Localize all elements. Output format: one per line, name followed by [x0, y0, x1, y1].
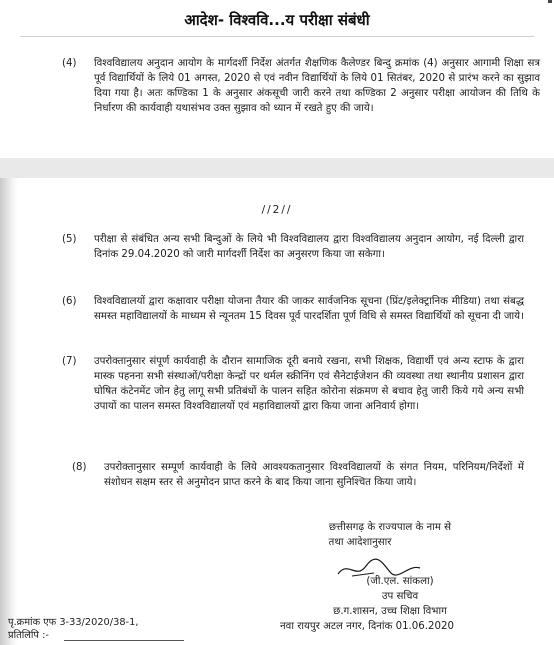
document-page-1 — [0, 40, 554, 158]
paragraph-number: (7) — [62, 356, 77, 367]
page-edge-shadow — [0, 178, 18, 645]
title-divider — [20, 36, 534, 37]
paragraph-number: (6) — [62, 296, 77, 307]
paragraph-number: (4) — [62, 58, 77, 69]
signatory-office: छ.ग.शासन, उच्च शिक्षा विभाग — [333, 606, 447, 617]
signatory-name: (जी.एल. सांकला) — [366, 576, 434, 587]
paragraph-text: विश्वविद्यालय अनुदान आयोग के मार्गदर्शी निर्देश अंतर्गत शैक्षणिक कैलेण्डर बिन्दु क्रमांक (4) अनुसार आगामी शिक्षा सत्र पूर्व विद्यार्थियों के लिये 01 अगस्त, 2020 से एवं नवीन विद्यार्थियों के लिये 01 सितंबर, 2020 से प्रारंभ करने का सुझाव दिया गया है। अतः कण्डिका 1 के अनुसार अंकसूची जारी करने तथा कण्डिका 2 अनुसार परीक्षा आयोजन की तिथि के निर्धारण की कार्यवाही यथासंभव उक्त सुझाव को ध्यान में रखते हुए की जाये। — [94, 58, 540, 114]
paragraph-number: (5) — [62, 234, 77, 245]
paragraph-text: विश्वविद्यालयों द्वारा कक्षावार परीक्षा योजना तैयार की जाकर सार्वजनिक सूचना (प्रिंट/इलेक्ट्रानिक मीडिया) तथा संबद्ध समस्त महाविद्यालयों के माध्यम से न्यूनतम 15 दिवस पूर्व पारदर्शिता पूर्ण विधि से समस्त विद्यार्थियों को सूचना दी जाये। — [94, 296, 524, 322]
copy-to-label: प्रतिलिपि :- — [8, 630, 49, 641]
paragraph-number: (8) — [72, 462, 87, 473]
paragraph-text: उपरोक्तानुसार संपूर्ण कार्यवाही के दौरान सामाजिक दूरी बनाये रखना, सभी शिक्षक, विद्यार्थी एवं अन्य स्टाफ के द्वारा मास्क पहनना सभी संस्थाओं/परीक्षा केन्द्रों पर थर्मल स्क्रीनिंग एवं सैनेटाईजेशन की व्यवस्था तथा स्थानीय प्रशासन द्वारा घोषित कंटेनमेंट जोन हेतु लागू सभी प्रतिबंधों के पालन सहित कोरोना संक्रमण से बचाव हेतु जारी किये गये अन्य सभी उपायों का पालन समस्त विश्वविद्यालयों एवं महाविद्यालयों द्वारा किया जाना अनिवार्य होगा। — [94, 356, 524, 412]
cutoff-rule — [64, 640, 184, 641]
paragraph-text: परीक्षा से संबंधित अन्य सभी बिन्दुओं के लिये भी विश्वविद्यालय द्वारा विश्वविद्यालय अनुदान आयोग, नई दिल्ली द्वारा दिनांक 29.04.2020 को जारी मार्गदर्शी निर्देश का अनुसरण किया जा सकेगा। — [94, 234, 524, 260]
signatory-designation: उप सचिव — [381, 591, 419, 602]
place-date: नवा रायपुर अटल नगर, दिनांक 01.06.2020 — [280, 621, 454, 632]
page-gap — [0, 158, 554, 178]
authority-line: छत्तीसगढ़ के राज्यपाल के नाम से — [328, 522, 452, 533]
page-number-marker: //2// — [261, 204, 293, 216]
reference-number: पृ.क्रमांक एफ 3-33/2020/38-1, — [8, 617, 139, 628]
page-title: आदेश- विश्ववि...य परीक्षा संबंधी — [184, 11, 370, 29]
authority-line: तथा आदेशानुसार — [328, 537, 392, 548]
scan-mark — [548, 0, 552, 3]
paragraph-text: उपरोक्तानुसार सम्पूर्ण कार्यवाही के लिये आवश्यकतानुसार विश्वविद्यालयों के संगत नियम, परिनियम/निर्देशों में संशोधन सक्षम स्तर से अनुमोदन प्राप्त करने के बाद किया जाना सुनिश्चित किया जाये। — [104, 462, 524, 488]
